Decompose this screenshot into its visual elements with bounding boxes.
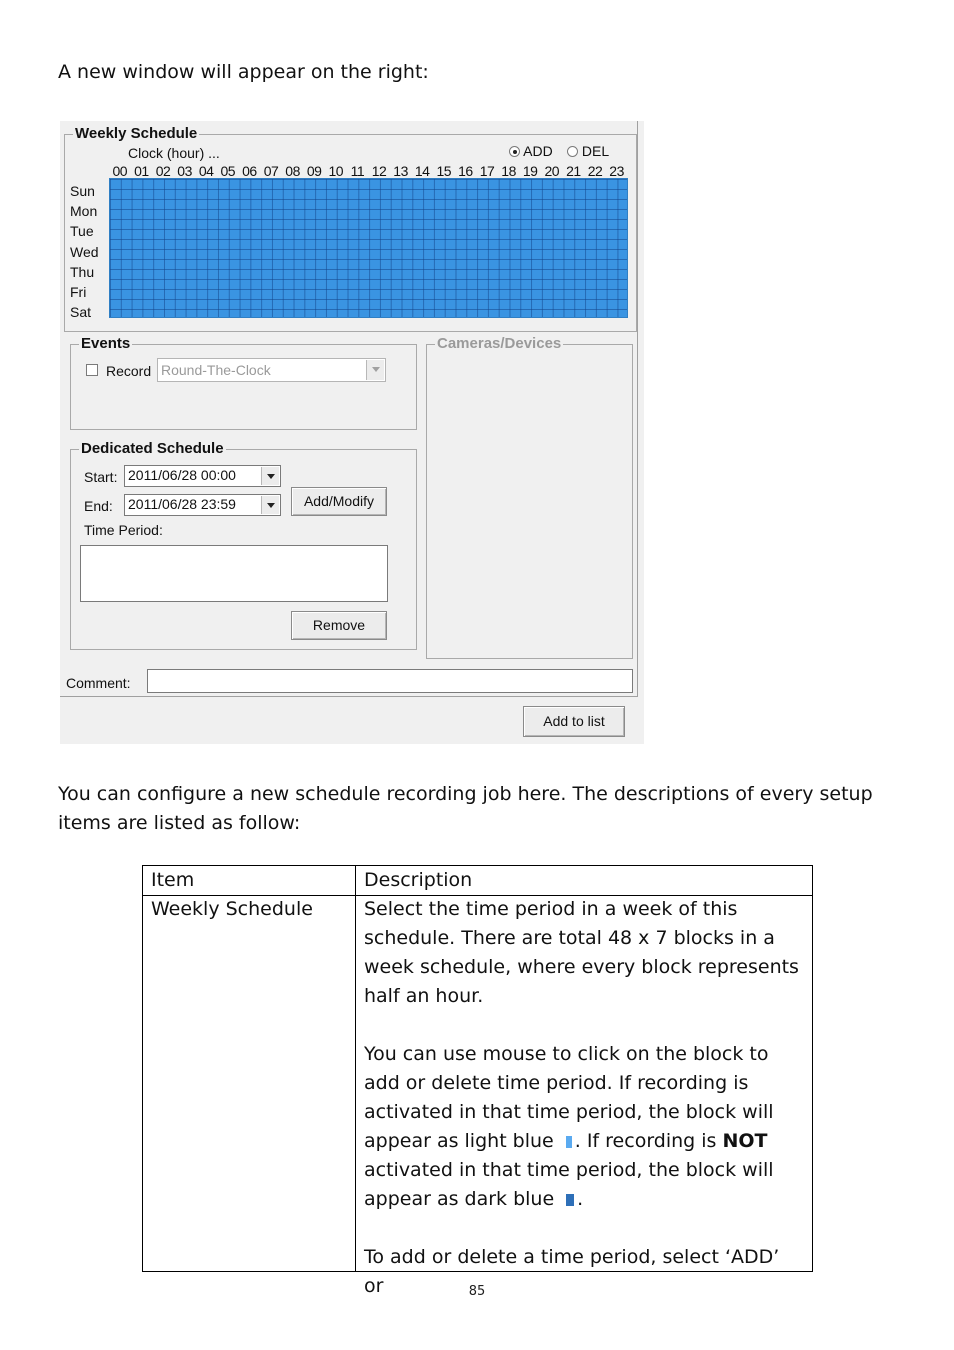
hour-label-06: 06 bbox=[242, 163, 257, 179]
events-group bbox=[70, 335, 417, 430]
description-paragraph: You can configure a new schedule recording job here. The descriptions of every setup items are listed as follow: bbox=[58, 783, 873, 834]
record-checkbox[interactable] bbox=[86, 364, 98, 376]
add-radio[interactable] bbox=[509, 146, 520, 157]
day-label-mon: Mon bbox=[70, 203, 98, 220]
end-datetime-field[interactable] bbox=[124, 494, 281, 516]
dark-blue-swatch-icon bbox=[566, 1194, 574, 1206]
header-description: Description bbox=[364, 869, 473, 891]
schedule-window bbox=[60, 121, 644, 744]
cameras-devices-title: Cameras/Devices bbox=[437, 335, 562, 352]
end-label: End: bbox=[84, 498, 113, 514]
end-dropdown-icon[interactable] bbox=[261, 496, 279, 514]
hour-label-10: 10 bbox=[328, 163, 344, 179]
hour-label-12: 12 bbox=[371, 163, 387, 179]
hour-label-01: 01 bbox=[134, 163, 149, 179]
cameras-devices-group bbox=[426, 335, 633, 659]
end-datetime-value: 2011/06/28 23:59 bbox=[128, 496, 236, 512]
record-mode-dropdown-icon[interactable] bbox=[366, 360, 384, 380]
hour-label-00: 00 bbox=[112, 163, 128, 179]
description-paragraph-3: To add or delete a time period, select ‘ADD’ or bbox=[364, 1246, 780, 1297]
intro-text: A new window will appear on the right: bbox=[58, 61, 429, 83]
hour-label-22: 22 bbox=[587, 163, 603, 179]
hour-label-13: 13 bbox=[393, 163, 408, 179]
hour-label-17: 17 bbox=[479, 163, 495, 179]
hour-label-08: 08 bbox=[285, 163, 300, 179]
day-label-sat: Sat bbox=[70, 304, 92, 321]
events-title: Events bbox=[81, 335, 131, 352]
day-label-thu: Thu bbox=[70, 263, 95, 280]
hour-label-07: 07 bbox=[263, 163, 279, 179]
time-period-list[interactable] bbox=[80, 545, 388, 602]
desc-p2-d: . bbox=[577, 1188, 584, 1210]
comment-input[interactable] bbox=[147, 669, 633, 693]
description-paragraph-1: Select the time period in a week of this schedule. There are total 48 x 7 blocks in a week schedule, where every block represents half an hour. bbox=[364, 898, 799, 1007]
table-column-divider bbox=[355, 866, 356, 1271]
time-period-label: Time Period: bbox=[84, 522, 163, 538]
schedule-grid[interactable] bbox=[109, 178, 628, 318]
header-item: Item bbox=[151, 869, 195, 891]
record-mode-value: Round-The-Clock bbox=[161, 362, 271, 378]
hour-label-18: 18 bbox=[501, 163, 516, 179]
hour-label-15: 15 bbox=[436, 163, 452, 179]
desc-p2-b: . If recording is bbox=[574, 1130, 723, 1152]
del-label: DEL bbox=[581, 143, 610, 159]
add-modify-button[interactable]: Add/Modify bbox=[291, 487, 387, 516]
start-datetime-value: 2011/06/28 00:00 bbox=[128, 467, 236, 483]
mode-add-option[interactable] bbox=[509, 143, 553, 159]
add-label: ADD bbox=[523, 143, 553, 159]
light-blue-swatch-icon bbox=[566, 1136, 572, 1148]
hour-label-23: 23 bbox=[609, 163, 624, 179]
start-datetime-field[interactable] bbox=[124, 465, 281, 487]
hour-label-16: 16 bbox=[458, 163, 473, 179]
hour-label-03: 03 bbox=[177, 163, 192, 179]
hour-label-21: 21 bbox=[566, 163, 581, 179]
row-description bbox=[364, 895, 800, 1301]
hour-label-05: 05 bbox=[220, 163, 236, 179]
weekly-schedule-title: Weekly Schedule bbox=[75, 125, 198, 142]
hour-label-19: 19 bbox=[522, 163, 538, 179]
desc-p2-a: You can use mouse to click on the block to add or delete time period. If recording is activated in that time period, the block will appear as light blue bbox=[364, 1043, 774, 1152]
record-mode-select[interactable] bbox=[157, 358, 386, 382]
hour-label-04: 04 bbox=[198, 163, 214, 179]
hour-label-11: 11 bbox=[350, 163, 365, 179]
day-label-tue: Tue bbox=[70, 223, 94, 240]
row-item-weekly-schedule: Weekly Schedule bbox=[151, 898, 313, 920]
start-dropdown-icon[interactable] bbox=[261, 467, 279, 485]
desc-p2-c: activated in that time period, the block will appear as dark blue bbox=[364, 1159, 774, 1210]
add-to-list-button[interactable]: Add to list bbox=[523, 706, 625, 737]
clock-label: Clock (hour) ... bbox=[128, 145, 220, 161]
del-radio[interactable] bbox=[567, 146, 578, 157]
hour-label-14: 14 bbox=[414, 163, 430, 179]
schedule-panel bbox=[60, 121, 638, 697]
record-label: Record bbox=[106, 363, 152, 379]
comment-label: Comment: bbox=[66, 675, 131, 691]
page-number: 85 bbox=[468, 1284, 486, 1299]
day-label-wed: Wed bbox=[70, 243, 99, 260]
day-label-sun: Sun bbox=[70, 183, 95, 199]
hour-label-02: 02 bbox=[155, 163, 171, 179]
mode-del-option[interactable] bbox=[567, 143, 609, 159]
description-paragraph-2 bbox=[364, 1040, 800, 1214]
start-label: Start: bbox=[84, 469, 118, 485]
dedicated-schedule-title: Dedicated Schedule bbox=[81, 440, 224, 457]
hour-label-09: 09 bbox=[306, 163, 322, 179]
desc-p2-not: NOT bbox=[722, 1130, 768, 1152]
day-label-fri: Fri bbox=[70, 284, 87, 300]
remove-button[interactable]: Remove bbox=[291, 611, 387, 640]
hour-label-20: 20 bbox=[544, 163, 560, 179]
